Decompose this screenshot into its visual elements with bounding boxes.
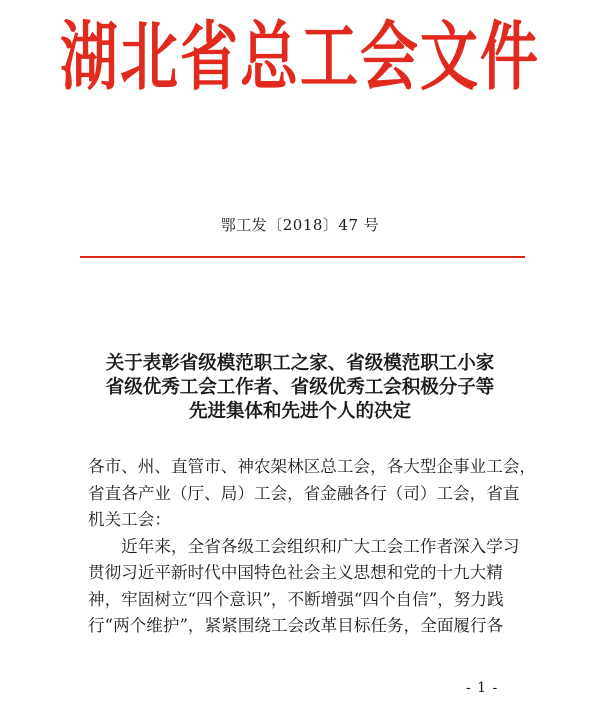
addressee-line: 省直各产业（厅、局）工会，省金融各行（司）工会，省直	[88, 483, 520, 503]
document-header-title: 湖北省总工会文件	[59, 13, 540, 101]
document-body	[88, 454, 537, 640]
document-number: 鄂工发〔2018〕47 号	[220, 216, 380, 234]
addressee-line: 机关工会：	[88, 510, 171, 529]
addressee-line: 各市、州、直管市、神农架林区总工会，各大型企事业工会，	[88, 457, 537, 476]
document-title-line: 先进集体和先进个人的决定	[188, 401, 411, 422]
page-number: - 1 -	[466, 680, 499, 696]
document-title	[0, 352, 600, 424]
body-paragraph-line: 神，牢固树立“四个意识”，不断增强“四个自信”，努力践	[88, 589, 504, 609]
document-title-line: 关于表彰省级模范职工之家、省级模范职工小家	[105, 353, 495, 374]
body-paragraph-line: 近年来，全省各级工会组织和广大工会工作者深入学习	[88, 536, 520, 556]
body-paragraph-line: 行“两个维护”，紧紧围绕工会改革目标任务，全面履行各	[88, 616, 504, 635]
document-title-line: 省级优秀工会工作者、省级优秀工会积极分子等	[105, 377, 495, 398]
body-paragraph-line: 贯彻习近平新时代中国特色社会主义思想和党的十九大精	[88, 563, 503, 582]
red-divider-line	[80, 256, 525, 258]
